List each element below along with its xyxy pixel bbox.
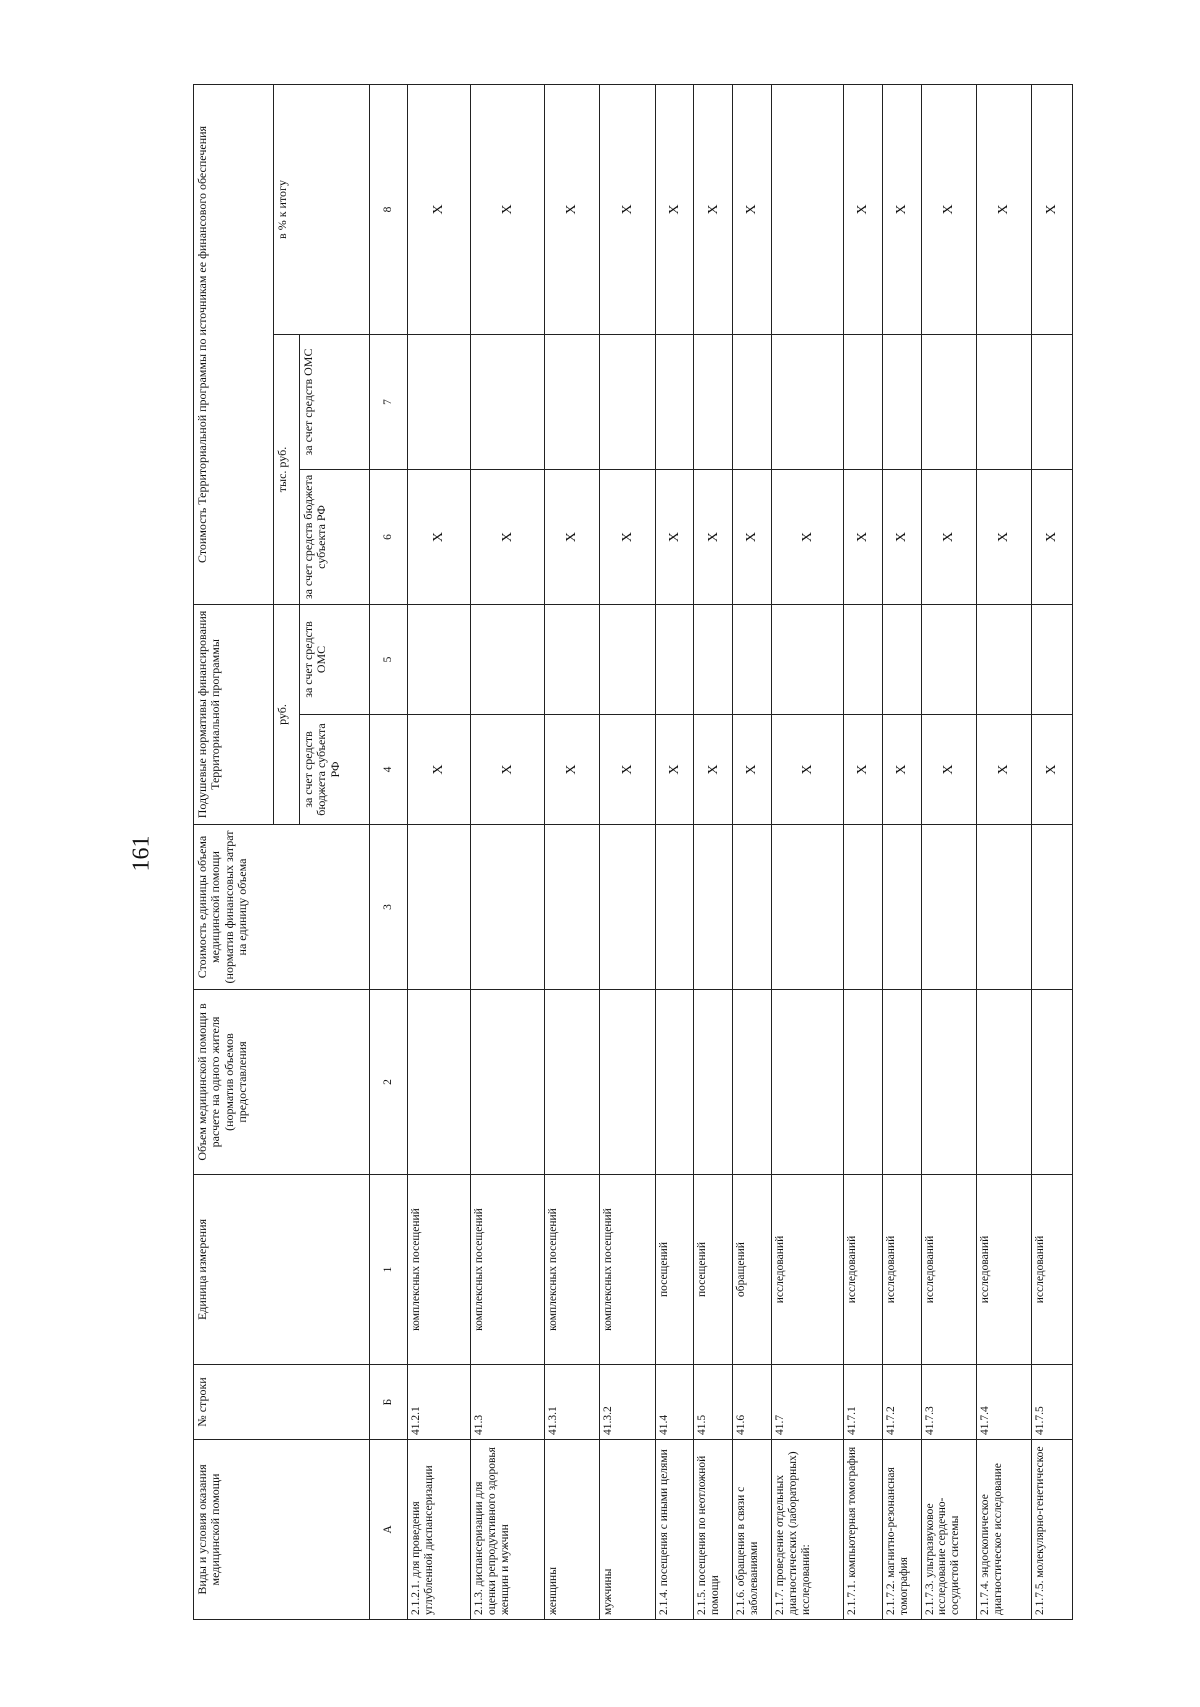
cell-c7 [1032,335,1073,470]
cell-c4: X [471,715,545,825]
cell-c3 [471,825,545,990]
cell-unit: исследований [921,1175,976,1365]
cell-unit: комплексных посещений [471,1175,545,1365]
table-row [733,84,772,1619]
table-header [194,84,408,1619]
cell-c7 [600,335,655,470]
cell-c8: X [976,84,1031,334]
header-col-7: за счет средств ОМС [300,335,370,470]
cell-c8: X [471,84,545,334]
header-col-8: в % к итогу [274,84,370,334]
cell-c4: X [1032,715,1073,825]
cost-table [193,84,1073,1620]
cell-unit: посещений [694,1175,733,1365]
header-group-45: Подушевые нормативы финансирования Территориальной программы [194,605,274,825]
cell-c5 [545,605,600,715]
numbering-cell: А [370,1440,408,1620]
header-sub-45: руб. [274,605,300,825]
cell-c3 [408,825,471,990]
cell-unit: обращений [733,1175,772,1365]
cell-c7 [655,335,694,470]
cell-c5 [882,605,921,715]
cell-c3 [976,825,1031,990]
cell-name: женщины [545,1440,600,1620]
cell-c3 [694,825,733,990]
cell-name: 2.1.7.3. ультразвуковое исследование сердечно-сосудистой системы [921,1440,976,1620]
cell-c6: X [921,470,976,605]
cell-name: 2.1.6. обращения в связи с заболеваниями [733,1440,772,1620]
table-row [772,84,844,1619]
numbering-cell: Б [370,1365,408,1440]
cell-c7 [976,335,1031,470]
cell-c8: X [1032,84,1073,334]
header-col-4: за счет средств бюджета субъекта РФ [300,715,370,825]
numbering-cell: 2 [370,990,408,1175]
cell-c4: X [545,715,600,825]
cell-c5 [921,605,976,715]
cell-c5 [471,605,545,715]
cell-c8: X [408,84,471,334]
cell-unit: посещений [655,1175,694,1365]
cell-c8: X [694,84,733,334]
cell-c5 [655,605,694,715]
cell-c5 [733,605,772,715]
cell-rowno: 41.3.2 [600,1365,655,1440]
cell-c2 [882,990,921,1175]
cell-c7 [733,335,772,470]
cell-c6: X [694,470,733,605]
cell-c6: X [843,470,882,605]
table-row [976,84,1031,1619]
cell-c8: X [655,84,694,334]
cell-c5 [976,605,1031,715]
numbering-row [370,84,408,1619]
table-body [408,84,1073,1619]
cell-unit: комплексных посещений [600,1175,655,1365]
cell-c6: X [882,470,921,605]
cell-c3 [1032,825,1073,990]
cell-unit: исследований [976,1175,1031,1365]
cell-c6: X [1032,470,1073,605]
cell-c3 [545,825,600,990]
cell-name: 2.1.7.5. молекулярно-генетическое [1032,1440,1073,1620]
header-col-3: Стоимость единицы объема медицинской помощи (норматив финансовых затрат на единицу объема [194,825,370,990]
cell-name: 2.1.7.1. компьютерная томография [843,1440,882,1620]
cell-rowno: 41.7.5 [1032,1365,1073,1440]
cell-c4: X [600,715,655,825]
cell-c7 [545,335,600,470]
cell-c2 [545,990,600,1175]
cell-c6: X [471,470,545,605]
cell-c2 [1032,990,1073,1175]
table-row [545,84,600,1619]
cell-name: 2.1.3. диспансеризации для оценки репродуктивного здоровья женщин и мужчин [471,1440,545,1620]
cell-c6: X [733,470,772,605]
cell-unit: исследований [1032,1175,1073,1365]
cell-unit: исследований [882,1175,921,1365]
cell-c5 [408,605,471,715]
cell-rowno: 41.5 [694,1365,733,1440]
cell-name: 2.1.4. посещения с иными целями [655,1440,694,1620]
cell-name: мужчины [600,1440,655,1620]
header-group-678: Стоимость Территориальной программы по источникам ее финансового обеспечения [194,84,274,604]
cell-c7 [843,335,882,470]
header-col-5: за счет средств ОМС [300,605,370,715]
cell-c8: X [921,84,976,334]
cell-c2 [733,990,772,1175]
cell-c5 [1032,605,1073,715]
table-row [882,84,921,1619]
cell-c7 [471,335,545,470]
cell-c3 [600,825,655,990]
cell-rowno: 41.7 [772,1365,844,1440]
numbering-cell: 5 [370,605,408,715]
cell-unit: исследований [843,1175,882,1365]
cell-name: 2.1.7. проведение отдельных диагностических (лабораторных) исследований: [772,1440,844,1620]
cell-c2 [976,990,1031,1175]
cell-c3 [772,825,844,990]
cell-rowno: 41.3.1 [545,1365,600,1440]
header-col-6: за счет средств бюджета субъекта РФ [300,470,370,605]
cell-c2 [408,990,471,1175]
header-col-2: Объем медицинской помощи в расчете на одного жителя (норматив объемов предоставления [194,990,370,1175]
cell-c5 [600,605,655,715]
cell-c8: X [843,84,882,334]
cell-c7 [772,335,844,470]
cell-c3 [921,825,976,990]
numbering-cell: 6 [370,470,408,605]
cell-c5 [843,605,882,715]
cell-c6: X [408,470,471,605]
table-row [843,84,882,1619]
cell-unit: комплексных посещений [408,1175,471,1365]
cell-c8: X [882,84,921,334]
cell-c8: X [733,84,772,334]
cell-unit: исследований [772,1175,844,1365]
cell-rowno: 41.7.1 [843,1365,882,1440]
cell-rowno: 41.3 [471,1365,545,1440]
cell-c8: X [545,84,600,334]
cell-c4: X [772,715,844,825]
cell-rowno: 41.4 [655,1365,694,1440]
header-col-a: Виды и условия оказания медицинской помощи [194,1440,370,1620]
cell-c2 [921,990,976,1175]
numbering-cell: 1 [370,1175,408,1365]
table-row [655,84,694,1619]
cell-c7 [408,335,471,470]
cell-c4: X [733,715,772,825]
header-sub-67: тыс. руб. [274,335,300,605]
cell-rowno: 41.7.4 [976,1365,1031,1440]
cell-c7 [694,335,733,470]
cell-name: 2.1.7.4. эндоскопическое диагностическое исследование [976,1440,1031,1620]
cell-rowno: 41.2.1 [408,1365,471,1440]
cell-c2 [600,990,655,1175]
cell-rowno: 41.6 [733,1365,772,1440]
cell-c2 [694,990,733,1175]
cell-name: 2.1.5. посещения по неотложной помощи [694,1440,733,1620]
cell-c6: X [976,470,1031,605]
table-row [921,84,976,1619]
cell-c6: X [600,470,655,605]
cell-c4: X [976,715,1031,825]
header-col-b: № строки [194,1365,370,1440]
rotated-table-container [193,85,1073,1620]
table-row [694,84,733,1619]
cell-c4: X [921,715,976,825]
cell-name: 2.1.7.2. магнитно-резонансная томография [882,1440,921,1620]
numbering-cell: 8 [370,84,408,334]
cell-c3 [733,825,772,990]
page-number: 161 [128,835,155,872]
numbering-cell: 4 [370,715,408,825]
cell-c3 [843,825,882,990]
cell-rowno: 41.7.3 [921,1365,976,1440]
cell-c2 [843,990,882,1175]
header-col-1: Единица измерения [194,1175,370,1365]
cell-c6: X [772,470,844,605]
cell-c4: X [843,715,882,825]
cell-c4: X [694,715,733,825]
cell-c4: X [882,715,921,825]
cell-c8: X [600,84,655,334]
table-row [1032,84,1073,1619]
cell-c5 [694,605,733,715]
cell-rowno: 41.7.2 [882,1365,921,1440]
table-row [471,84,545,1619]
cell-c2 [655,990,694,1175]
cell-c4: X [655,715,694,825]
cell-c6: X [545,470,600,605]
cell-c7 [882,335,921,470]
cell-c5 [772,605,844,715]
table-row [408,84,471,1619]
cell-c2 [471,990,545,1175]
cell-c3 [655,825,694,990]
cell-c2 [772,990,844,1175]
cell-name: 2.1.2.1. для проведения углубленной диспансеризации [408,1440,471,1620]
numbering-cell: 7 [370,335,408,470]
table-row [600,84,655,1619]
cell-c8 [772,84,844,334]
cell-c3 [882,825,921,990]
cell-unit: комплексных посещений [545,1175,600,1365]
cell-c4: X [408,715,471,825]
numbering-cell: 3 [370,825,408,990]
cell-c7 [921,335,976,470]
cell-c6: X [655,470,694,605]
